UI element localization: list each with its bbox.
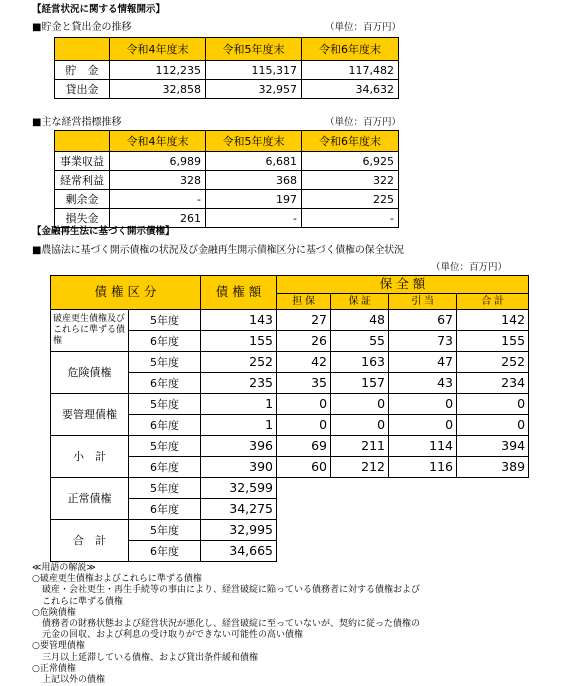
year-cell: 5年度 [129, 352, 201, 373]
header-r4: 令和4年度末 [110, 38, 206, 61]
glossary-title: ≪用語の解説≫ [32, 563, 96, 573]
cell-value: 6,681 [206, 152, 302, 171]
glossary-desc: 三月以上延滞している債権、および貸出条件緩和債権 [42, 652, 259, 663]
collateral-cell: 0 [277, 394, 331, 415]
table-header-row [55, 38, 399, 61]
year-cell: 6年度 [129, 499, 201, 520]
row-label: 貸出金 [55, 80, 110, 99]
table-row [51, 436, 529, 457]
category-label: 破産更生債権及びこれらに準ずる債権 [51, 310, 129, 352]
category-label: 小 計 [51, 436, 129, 478]
cell-value: - [110, 190, 206, 209]
cell-value: 32,858 [110, 80, 206, 99]
collateral-cell: 42 [277, 352, 331, 373]
amount-cell: 390 [201, 457, 277, 478]
header-reserve: 引 当 [389, 294, 457, 310]
disclosure-heading: 【経営状況に関する情報開示】 [32, 4, 166, 15]
year-cell: 6年度 [129, 331, 201, 352]
savings-title: ■貯金と貸出金の推移 [32, 22, 132, 33]
year-cell: 5年度 [129, 310, 201, 331]
year-cell: 6年度 [129, 415, 201, 436]
indicators-title: ■主な経営指標推移 [32, 117, 122, 128]
guarantee-cell: 212 [331, 457, 389, 478]
year-cell: 5年度 [129, 520, 201, 541]
glossary-term: ○要管理債権 [32, 641, 85, 652]
amount-cell: 32,995 [201, 520, 277, 541]
collateral-cell: 69 [277, 436, 331, 457]
glossary-term: ○正常債権 [32, 663, 76, 674]
year-cell: 6年度 [129, 457, 201, 478]
cell-value: 117,482 [302, 61, 399, 80]
reserve-cell: 0 [389, 394, 457, 415]
header-r5: 令和5年度末 [206, 38, 302, 61]
total-cell: 234 [457, 373, 529, 394]
table-row [51, 352, 529, 373]
total-cell: 142 [457, 310, 529, 331]
cell-value: 115,317 [206, 61, 302, 80]
category-label: 危険債権 [51, 352, 129, 394]
reserve-cell: 47 [389, 352, 457, 373]
glossary-desc: 元金の回収、および利息の受け取りができない可能性の高い債権 [42, 630, 304, 641]
total-cell: 394 [457, 436, 529, 457]
row-label: 損失金 [55, 209, 110, 228]
amount-cell: 34,665 [201, 541, 277, 562]
guarantee-cell: 163 [331, 352, 389, 373]
collateral-cell: 26 [277, 331, 331, 352]
collateral-cell: 27 [277, 310, 331, 331]
header-collateral: 担 保 [277, 294, 331, 310]
guarantee-cell: 48 [331, 310, 389, 331]
credit-unit: （単位：百万円） [431, 262, 508, 273]
credit-title: ■農協法に基づく開示債権の状況及び金融再生開示債権区分に基づく債権の保全状況 [32, 245, 404, 256]
year-cell: 5年度 [129, 436, 201, 457]
cell-value: 328 [110, 171, 206, 190]
category-label: 合 計 [51, 520, 129, 562]
credit-heading: 【金融再生法に基づく開示債権】 [32, 226, 175, 237]
total-cell: 155 [457, 331, 529, 352]
guarantee-cell: 0 [331, 415, 389, 436]
table-row [55, 209, 399, 228]
cell-value: 225 [302, 190, 399, 209]
row-label: 事業収益 [55, 152, 110, 171]
cell-value: 32,957 [206, 80, 302, 99]
cell-value: 261 [110, 209, 206, 228]
header-guarantee: 保 証 [331, 294, 389, 310]
glossary [32, 563, 552, 686]
row-label: 剰余金 [55, 190, 110, 209]
empty-area [277, 499, 529, 520]
table-header-row [51, 276, 529, 294]
table-row [55, 190, 399, 209]
table-row [55, 171, 399, 190]
total-cell: 0 [457, 415, 529, 436]
collateral-cell: 60 [277, 457, 331, 478]
reserve-cell: 114 [389, 436, 457, 457]
cell-value: 112,235 [110, 61, 206, 80]
year-cell: 5年度 [129, 478, 201, 499]
cell-value: 322 [302, 171, 399, 190]
table-row [51, 394, 529, 415]
year-cell: 5年度 [129, 394, 201, 415]
amount-cell: 143 [201, 310, 277, 331]
header-blank [55, 131, 110, 152]
total-cell: 252 [457, 352, 529, 373]
row-label: 経常利益 [55, 171, 110, 190]
reserve-cell: 43 [389, 373, 457, 394]
cell-value: - [206, 209, 302, 228]
header-r6: 令和6年度末 [302, 131, 399, 152]
cell-value: - [302, 209, 399, 228]
amount-cell: 252 [201, 352, 277, 373]
cell-value: 368 [206, 171, 302, 190]
empty-area [277, 520, 529, 541]
amount-cell: 34,275 [201, 499, 277, 520]
empty-area [277, 541, 529, 562]
table-row [55, 61, 399, 80]
indicators-unit: （単位：百万円） [325, 117, 402, 128]
total-cell: 0 [457, 394, 529, 415]
credit-table [50, 275, 529, 562]
reserve-cell: 67 [389, 310, 457, 331]
cell-value: 6,989 [110, 152, 206, 171]
savings-unit: （単位：百万円） [325, 22, 402, 33]
table-row [55, 80, 399, 99]
header-coverage: 保 全 額 [277, 276, 529, 294]
empty-area [277, 478, 529, 499]
table-row [55, 152, 399, 171]
amount-cell: 235 [201, 373, 277, 394]
guarantee-cell: 55 [331, 331, 389, 352]
guarantee-cell: 157 [331, 373, 389, 394]
collateral-cell: 35 [277, 373, 331, 394]
cell-value: 34,632 [302, 80, 399, 99]
amount-cell: 1 [201, 394, 277, 415]
table-row [51, 520, 529, 541]
amount-cell: 32,599 [201, 478, 277, 499]
header-r5: 令和5年度末 [206, 131, 302, 152]
year-cell: 6年度 [129, 541, 201, 562]
reserve-cell: 0 [389, 415, 457, 436]
header-category: 債 権 区 分 [51, 276, 201, 310]
reserve-cell: 73 [389, 331, 457, 352]
year-cell: 6年度 [129, 373, 201, 394]
glossary-desc: 破産・会社更生・再生手続等の事由により、経営破綻に陥っている債務者に対する債権および [42, 585, 421, 596]
amount-cell: 1 [201, 415, 277, 436]
header-amount: 債 権 額 [201, 276, 277, 310]
table-header-row [55, 131, 399, 152]
total-cell: 389 [457, 457, 529, 478]
glossary-desc: これらに準ずる債権 [42, 596, 124, 607]
guarantee-cell: 0 [331, 394, 389, 415]
row-label: 貯 金 [55, 61, 110, 80]
glossary-term: ○危険債権 [32, 607, 76, 618]
amount-cell: 396 [201, 436, 277, 457]
header-r6: 令和6年度末 [302, 38, 399, 61]
indicators-table [54, 130, 399, 228]
glossary-term: ○破産更生債権およびこれらに準ずる債権 [32, 574, 202, 585]
savings-table [54, 37, 399, 99]
amount-cell: 155 [201, 331, 277, 352]
table-row [51, 478, 529, 499]
collateral-cell: 0 [277, 415, 331, 436]
header-r4: 令和4年度末 [110, 131, 206, 152]
cell-value: 197 [206, 190, 302, 209]
reserve-cell: 116 [389, 457, 457, 478]
glossary-desc: 上記以外の債権 [42, 675, 106, 686]
table-row [51, 310, 529, 331]
header-blank [55, 38, 110, 61]
cell-value: 6,925 [302, 152, 399, 171]
category-label: 正常債権 [51, 478, 129, 520]
header-total: 合 計 [457, 294, 529, 310]
category-label: 要管理債権 [51, 394, 129, 436]
glossary-desc: 債務者の財務状態および経営状況が悪化し、経営破綻に至っていないが、契約に従った債権の [42, 619, 421, 630]
guarantee-cell: 211 [331, 436, 389, 457]
